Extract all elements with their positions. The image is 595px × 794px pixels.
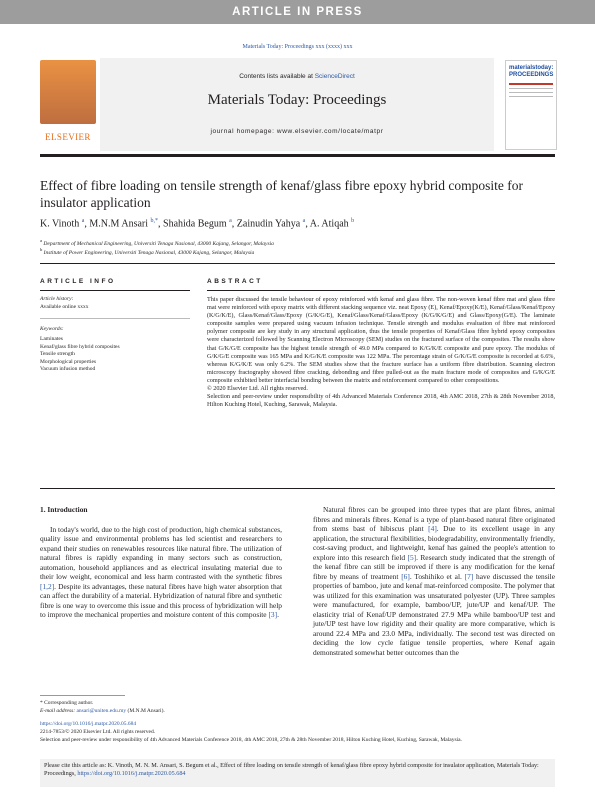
text-run: . Due to its excellent usage in any application, the structural flexibilities, biodegradability, environmentally friendly, cost-saving product, and lightweight, kenaf has gained the people's attention to explore into this research field	[313, 524, 555, 562]
elsevier-logo	[40, 60, 96, 148]
journal-homepage[interactable]: journal homepage: www.elsevier.com/locate/matpr	[210, 128, 384, 135]
affiliation	[40, 247, 555, 256]
author-name[interactable]: Shahida Begum	[163, 218, 227, 230]
corresponding-author-note: * Corresponding author.	[40, 700, 94, 706]
cover-line	[509, 88, 553, 89]
affiliation	[40, 238, 555, 247]
abstract-text: This paper discussed the tensile behaviour of epoxy reinforced with kenaf and glass fibre. The non-woven kenaf fibre mat and glass fibre mat were reinforced with epoxy matrix with different stacking sequence viz. neat Epoxy (E), Kenaf/Epoxy(K/E), Kenaf/Glass/Kenaf/Epoxy (K/G/K/E), Glass/Kenaf/Glass/Epoxy (G/K/G/E), Kenaf/Glass/Kenaf/Glass/Epoxy (K/G/K/G/E) and Glass/Epoxy(G/E). The laminate composite samples were prepared using vacuum infusion technique. Tensile strength and modulus evaluation of fibre mat reinforced polymer composite are key study in any structural application, thus the tensile properties of Kenaf/Glass fibre hybrid epoxy composites were characterized followed by Scanning Electron Microscopy (SEM) studies on the fractured surface of the composites. The results show that G/K/G/E composite has the highest tensile strength of 49.0 MPa compared to K/G/K/E composite and pure epoxy. The modulus of G/K/G/E composite was 165 MPa and K/G/K/E composite was 122 MPa. The percentage strain of G/K/G/E composite is recorded at 6.6%, whereas K/G/K/E was only 6.2%. The SEM studies show that the fracture surface has a uniform fibre distribution. Scanning electron microscopy fractography showed fibre cracking, debonding and fibre pulled-out as the main fracture mode of composites and G/K/G/E composite exhibited better interfacial bonding between the matrix and reinforcement compared to other compositions.	[207, 296, 555, 384]
sciencedirect-link[interactable]: ScienceDirect	[314, 73, 355, 80]
email-owner: (M.N.M Ansari).	[126, 708, 165, 714]
cover-title: materialstoday: PROCEEDINGS	[509, 65, 554, 78]
footer-peer-review: Selection and peer-review under responsibility of 4th Advanced Materials Conference 2018, 4th AMC 2018, 27th & 28th November 2018, Hilton Kuching Hotel, Kuching, Sarawak, Malaysia.	[40, 737, 462, 743]
text-run: . Despite its advantages, these natural fibres have high water absorption that can affect the durability of a material. Hybridization of natural fibre and synthetic fibre is one way to overcome this issue and this process of hybridization will help to improve the mechanical properties and moisture content of this composite	[40, 581, 282, 619]
cover-accent-bar	[509, 83, 553, 85]
info-rule	[40, 290, 190, 291]
doi-link[interactable]	[40, 721, 136, 728]
author-affil-mark[interactable]: b,*	[150, 218, 159, 224]
author-name[interactable]: A. Atiqah	[309, 218, 349, 230]
text-run: .	[277, 610, 279, 619]
affiliation-mark: a	[40, 238, 43, 243]
citation-text: Please cite this article as: K. Vinoth, M. N. M. Ansari, S. Begum et al., Effect of fibre loading on tensile strength of kenaf/glass fibre epoxy hybrid composite for insulator application, Materials Today: Proceedings,	[44, 762, 539, 777]
cover-line	[509, 96, 553, 97]
intro-heading: 1. Introduction	[40, 505, 88, 514]
citation-ref[interactable]: [1,2]	[40, 581, 55, 591]
text-run: Natural fibres can be grouped into three types that are plant fibres, animal fibres and minerals fibres. Kenaf is a type of plant-based natural fibre originated from stems bast of hibiscus plant	[313, 505, 555, 533]
article-title: Effect of fibre loading on tensile strength of kenaf/glass fibre epoxy hybrid composite for insulator application	[40, 178, 523, 210]
email-label: E-mail address:	[40, 708, 77, 714]
body-rule	[40, 488, 555, 489]
journal-cover-thumbnail	[505, 60, 557, 150]
keyword: Laminates	[40, 336, 63, 342]
text-run: . Research study indicated that the strength of the kenaf fibre can still be improved if there is any modification for the kenaf fibre by means of treatment	[313, 552, 556, 581]
author-name[interactable]: M.N.M Ansari	[89, 218, 149, 230]
citation-ref[interactable]: [6]	[401, 571, 410, 581]
email-line	[40, 708, 165, 715]
header-rule	[40, 154, 555, 157]
author-affil-mark[interactable]: a	[229, 218, 232, 224]
left-column	[40, 505, 282, 620]
doi-url[interactable]: https://doi.org/10.1016/j.matpr.2020.05.684	[40, 721, 137, 727]
right-column	[313, 505, 555, 657]
affiliation-text: Institute of Power Engineering, Universiti Tenaga Nasional, 43000 Kajang, Selangor, Malaysia	[43, 249, 255, 256]
intro-paragraph	[40, 525, 282, 620]
citation-ref[interactable]: [7]	[464, 571, 474, 581]
keyword: Vacuum infusion method	[40, 366, 96, 372]
abstract-rule	[207, 290, 555, 291]
copyright-line: © 2020 Elsevier Ltd. All rights reserved.	[207, 385, 308, 393]
history-value: Available online xxxx	[40, 304, 89, 310]
abstract-heading: ABSTRACT	[207, 278, 263, 285]
keyword: Morphological properties	[40, 358, 97, 365]
issn-line: 2214-7853/© 2020 Elsevier Ltd. All rights reserved.	[40, 729, 156, 735]
journal-title: Materials Today: Proceedings	[207, 92, 387, 108]
affiliation-text: Department of Mechanical Engineering, Universiti Tenaga Nasional, 43000 Kajang, Selangor, Malaysia	[43, 240, 274, 247]
author-name[interactable]: K. Vinoth	[40, 218, 80, 230]
author-name[interactable]: Zainudin Yahya	[236, 218, 301, 230]
footnote-rule	[40, 695, 125, 696]
citation-ref[interactable]: [5]	[407, 552, 417, 562]
peer-review-line: Selection and peer-review under responsibility of 4th Advanced Materials Conference 2018, 4th AMC 2018, 27th & 28th November 2018, Hilton Kuching Hotel, Kuching, Sarawak, Malaysia.	[207, 393, 555, 409]
article-in-press-banner: ARTICLE IN PRESS	[0, 0, 595, 24]
author-affil-mark[interactable]: a	[302, 218, 306, 224]
keyword: Tensile strength	[40, 351, 75, 357]
text-run: In today's world, due to the high cost of production, high chemical substances, quality issue and environmental problems has led scientist and researchers to expand their studies on renewables resources like natural fibre. The utilization of natural fibres is rapidly expanding in many sectors such as construction, automation, household appliances and as electrical insulating material due to their low weight, economical and less harm contrasted with the synthetic fibres	[40, 524, 282, 581]
article-info-heading: ARTICLE INFO	[40, 278, 116, 285]
section-rule	[40, 263, 555, 264]
tree-icon	[40, 60, 96, 124]
journal-reference-link[interactable]: Materials Today: Proceedings xxx (xxxx) xxx	[242, 44, 353, 50]
text-run: have discussed the tensile properties of bamboo, jute and kenaf mat-reinforced composite. The polymer that was utilized for this examination was unsaturated polyester (UP). Three samples were manufactured, for example, bamboo/UP, jute/UP and kenaf/UP. The elasticity trial of Kenaf/UP demonstrated 27.9 MPa while bamboo/UP test and jute/UP test have low rigidity and their quality are more comparative, which is around 22.4 MPa and 23.0 MPa, individually. The second test was directed on deciding the low cycle fatigue tensile properties, where Kenaf again demonstrated somewhat better outcomes than the	[313, 571, 555, 657]
abstract-body	[207, 296, 555, 409]
body-paragraph	[313, 505, 555, 657]
keyword-list	[40, 336, 190, 374]
text-run: . Toshihiko et al.	[409, 571, 465, 581]
citation-doi-link[interactable]: https://doi.org/10.1016/j.matpr.2020.05.684	[77, 770, 186, 777]
publisher-name: ELSEVIER	[45, 132, 91, 142]
citation-ref[interactable]: [3]	[268, 610, 278, 619]
citation-box	[40, 759, 555, 787]
author-list: K. Vinoth $^a$, M.N.M Ansari $^{b,*}$, Shahida Begum $^a$, Zainudin Yahya $^a$, A. Atiqah $^b$	[40, 218, 355, 230]
affiliation-mark: b	[40, 247, 43, 252]
author-affil-mark[interactable]: a	[81, 218, 85, 224]
contents-prefix: Contents lists available at	[239, 73, 315, 80]
author-affil-mark[interactable]: b	[351, 218, 355, 224]
cover-line	[509, 92, 553, 93]
keywords-label: Keywords:	[40, 326, 64, 332]
keyword: Kenaf/glass fibre hybrid composites	[40, 343, 120, 350]
info-divider	[40, 318, 190, 319]
history-label: Article history:	[40, 296, 74, 302]
contents-availability	[100, 73, 494, 80]
citation-ref[interactable]: [4]	[428, 524, 437, 533]
email-link[interactable]: ansari@uniten.edu.my	[76, 708, 127, 714]
